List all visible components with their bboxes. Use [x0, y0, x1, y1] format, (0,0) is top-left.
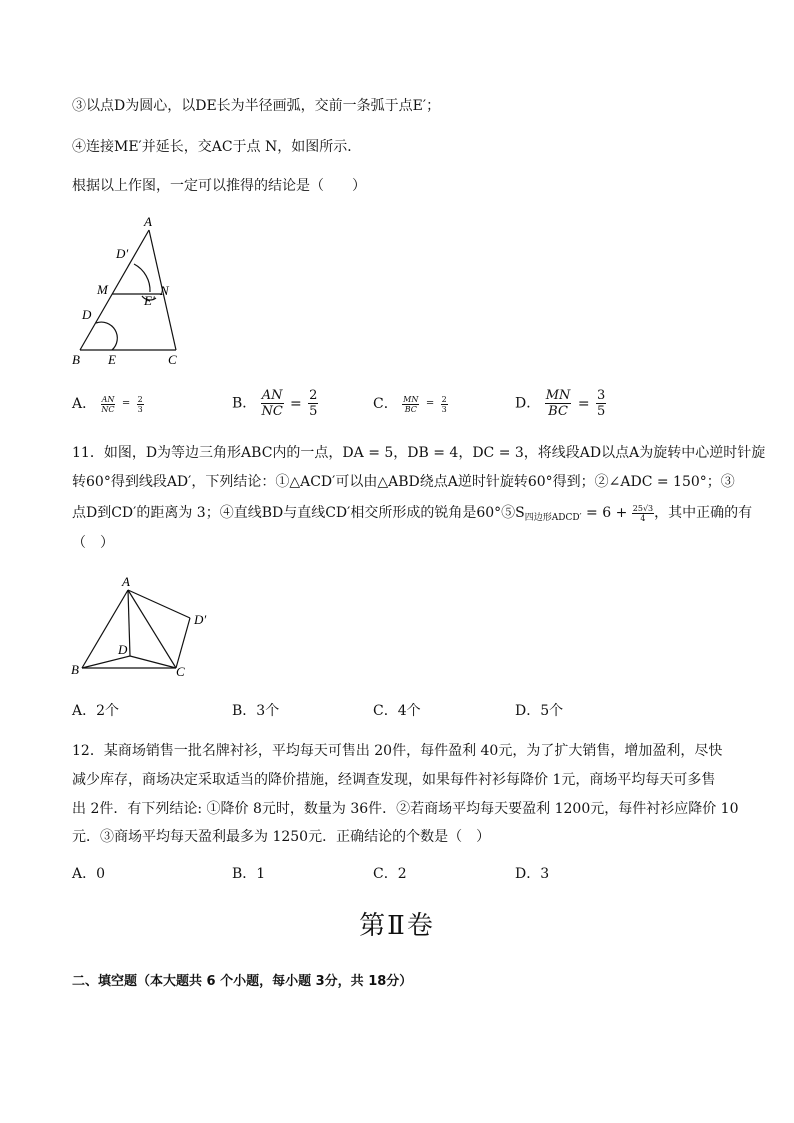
q12-option-c[interactable]: C．2	[373, 866, 407, 882]
label-d: D	[118, 642, 128, 657]
label-b: B	[71, 662, 79, 677]
q10-option-c[interactable]: C． $\frac{MN}{BC}$ = $\frac{2}{3}$	[373, 394, 447, 414]
label-dprime: D′	[194, 612, 207, 627]
label-eprime: E′	[144, 293, 155, 308]
q12-option-a[interactable]: A．0	[72, 866, 106, 882]
label-n: N	[160, 283, 169, 298]
q11-line3: 点D到CD′的距离为 3；④直线BD与直线CD′相交所形成的锐角是$60^\circ ⑤S_{四边形ADCD'} = 6$ + $\frac{25√3}{4}$ ，其中正确的有	[72, 503, 753, 523]
arc-de	[96, 322, 117, 350]
label-dprime: D′	[116, 246, 129, 261]
label-e: E	[108, 352, 116, 367]
q12-option-b[interactable]: B．1	[232, 866, 266, 882]
q11-line1: 11．如图，D为等边三角形ABC内的一点，DA = 5，DB = 4，DC = 3，将线段AD以点A为旋转中心逆时针旋	[72, 445, 766, 461]
segment-bd	[82, 656, 130, 668]
label-d: D	[82, 307, 92, 322]
q10-step3: ③以点D为圆心，以DE长为半径画弧，交前一条弧于点E′；	[72, 98, 441, 114]
q11-quadrilateral-figure	[64, 572, 224, 687]
label-a: A	[122, 574, 130, 589]
label-a: A	[144, 214, 152, 229]
q11-option-d[interactable]: D．5个	[515, 703, 564, 719]
segment-cdprime	[176, 618, 190, 668]
label-c: C	[168, 352, 177, 367]
q11-option-b[interactable]: B．3个	[232, 703, 280, 719]
q12-line4: 元．③商场平均每天盈利最多为 1250元．正确结论的个数是（ ）	[72, 829, 491, 845]
section-heading: 二、填空题（本大题共 6 个小题，每小题 3分，共 18分）	[72, 974, 413, 989]
q12-line1: 12．某商场销售一批名牌衬衫，平均每天可售出 20件，每件盈利 40元，为了扩大销售，增加盈利，尽快	[72, 743, 723, 759]
q11-line2: 转60°得到线段AD′，下列结论：①△ACD′可以由△ABD绕点A逆时针旋转60°得到；②∠ADC = 150°；③	[72, 474, 735, 490]
q10-option-d[interactable]: D． $\frac{MN}{BC}$ = $\frac{3}{5}$	[515, 388, 606, 419]
label-b: B	[72, 352, 80, 367]
q11-option-a[interactable]: A．2个	[72, 703, 120, 719]
side-ab	[80, 230, 149, 350]
label-m: M	[97, 282, 108, 297]
q10-option-b[interactable]: B． $\frac{AN}{NC}$ = $\frac{2}{5}$	[232, 388, 318, 419]
q11-option-c[interactable]: C．4个	[373, 703, 421, 719]
q10-step4: ④连接ME′并延长，交AC于点 N，如图所示．	[72, 139, 362, 155]
label-c: C	[176, 664, 185, 679]
arc-dprime	[134, 264, 150, 292]
q12-line2: 减少库存，商场决定采取适当的降价措施，经调查发现，如果每件衬衫每降价 1元，商场平均每天可多售	[72, 772, 716, 788]
q10-triangle-figure	[60, 212, 200, 372]
q10-option-a[interactable]: A． $\frac{AN}{NC}$ = $\frac{2}{3}$	[72, 394, 143, 414]
segment-ad	[128, 590, 130, 656]
q10-prompt: 根据以上作图，一定可以推得的结论是（ ）	[72, 178, 366, 194]
q11-line4: （ ）	[72, 535, 114, 551]
side-ac	[128, 590, 176, 668]
q12-option-d[interactable]: D．3	[515, 866, 550, 882]
section-title: 第Ⅱ卷	[359, 911, 435, 941]
q12-line3: 出 2件．有下列结论: ①降价 8元时，数量为 36件．②若商场平均每天要盈利 1200元，每件衬衫应降价 10	[72, 801, 739, 817]
